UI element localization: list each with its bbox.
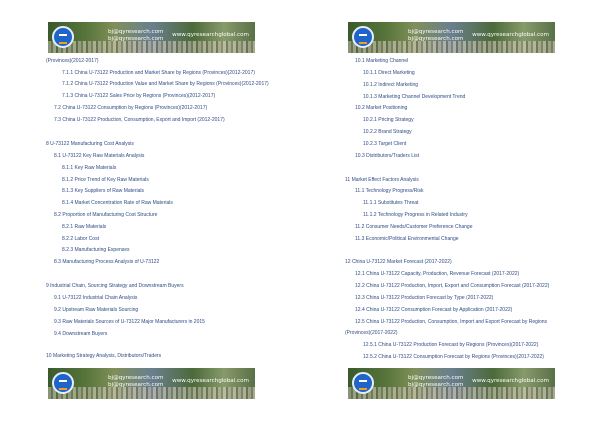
toc-entry: (Provinces)(2017-2022) [345,330,398,336]
toc-entry: 10.2.2 Brand Strategy [363,129,412,135]
header-banner [48,22,255,53]
toc-entry: 10.3 Distributors/Traders List [355,153,420,159]
toc-entry: 10 Marketing Strategy Analysis, Distributors/Traders [46,353,162,359]
toc-entry: 11.1.2 Technology Progress in Related Industry [363,212,468,218]
banner-email: bj@qyresearch.com [108,29,164,35]
toc-entry: 12.5.1 China U-73122 Production Forecast by Regions (Provinces)(2017-2022) [363,342,539,348]
logo-icon [352,372,374,394]
toc-entry: 11 Market Effect Factors Analysis [345,177,419,183]
toc-entry: 8.1.3 Key Suppliers of Raw Materials [62,188,144,194]
toc-entry: 7.1.1 China U-73122 Production and Market Share by Regions (Provinces)(2012-2017) [62,70,255,76]
banner-email-2: bj@qyresearch.com [408,36,464,42]
logo-icon [52,26,74,48]
toc-entry: 12.3 China U-73122 Production Forecast by Type (2017-2022) [355,295,494,301]
toc-entry: 8.1.2 Price Trend of Key Raw Materials [62,177,149,183]
banner-email: bj@qyresearch.com [408,375,464,381]
toc-entry: 12.5.2 China U-73122 Consumption Forecast by Regions (Provinces)(2017-2022) [363,354,544,360]
toc-entry: 9 Industrial Chain, Sourcing Strategy and Downstream Buyers [46,283,184,289]
city-skyline-image [48,41,255,53]
header-banner [348,22,555,53]
toc-entry: 10.2 Market Positioning [355,105,408,111]
toc-entry: 8.2.3 Manufacturing Expenses [62,247,130,253]
banner-website: www.qyresearchglobal.com [172,378,249,384]
toc-entry: 11.2 Consumer Needs/Customer Preference Change [355,224,473,230]
footer-banner [348,368,555,399]
toc-entry: 7.2 China U-73122 Consumption by Regions (Provinces)(2012-2017) [54,105,208,111]
toc-entry: 10.2.1 Pricing Strategy [363,117,414,123]
banner-website: www.qyresearchglobal.com [472,32,549,38]
toc-entry: 12.4 China U-73122 Consumption Forecast by Application (2017-2022) [355,307,513,313]
logo-icon [352,26,374,48]
city-skyline-image [348,41,555,53]
banner-email: bj@qyresearch.com [108,375,164,381]
toc-entry: 8.2 Proportion of Manufacturing Cost Structure [54,212,158,218]
banner-website: www.qyresearchglobal.com [172,32,249,38]
toc-entry: 8.3 Manufacturing Process Analysis of U-73122 [54,259,160,265]
toc-entry: 9.3 Raw Materials Sources of U-73122 Major Manufacturers in 2015 [54,319,205,325]
toc-entry: 12.2 China U-73122 Production, Import, Export and Consumption Forecast (2017-2022) [355,283,550,289]
toc-entry: 8.1.1 Key Raw Materials [62,165,117,171]
toc-entry: 9.2 Upstream Raw Materials Sourcing [54,307,139,313]
city-skyline-image [48,387,255,399]
toc-entry: 10.2.3 Target Client [363,141,407,147]
toc-entry: 7.1.3 China U-73122 Sales Price by Regions (Provinces)(2012-2017) [62,93,216,99]
toc-entry: 8.1.4 Market Concentration Rate of Raw Materials [62,200,173,206]
toc-entry: 9.1 U-73122 Industrial Chain Analysis [54,295,138,301]
city-skyline-image [348,387,555,399]
banner-website: www.qyresearchglobal.com [472,378,549,384]
banner-email-2: bj@qyresearch.com [408,382,464,388]
banner-email-2: bj@qyresearch.com [108,36,164,42]
toc-entry: 9.4 Downstream Buyers [54,331,108,337]
toc-entry: 12 China U-73122 Market Forecast (2017-2022) [345,259,452,265]
toc-entry: 10.1 Marketing Channel [355,58,409,64]
toc-entry: 7.3 China U-73122 Production, Consumption, Export and Import (2012-2017) [54,117,225,123]
banner-email: bj@qyresearch.com [408,29,464,35]
toc-entry: 10.1.2 Indirect Marketing [363,82,419,88]
footer-banner [48,368,255,399]
banner-email-2: bj@qyresearch.com [108,382,164,388]
toc-entry: 11.1 Technology Progress/Risk [355,188,424,194]
toc-entry: 11.3 Economic/Political Environmental Change [355,236,459,242]
toc-entry: (Provinces)(2012-2017) [46,58,99,64]
toc-entry: 12.1 China U-73122 Capacity, Production, Revenue Forecast (2017-2022) [355,271,520,277]
toc-entry: 12.5 China U-73122 Production, Consumption, Import and Export Forecast by Regions [355,319,548,325]
toc-entry: 10.1.1 Direct Marketing [363,70,415,76]
toc-entry: 8 U-73122 Manufacturing Cost Analysis [46,141,134,147]
toc-entry: 10.1.3 Marketing Channel Development Trend [363,94,466,100]
page-right [300,0,600,424]
toc-entry: 7.1.2 China U-73122 Production Value and Market Share by Regions (Provinces)(2012-2017) [62,81,269,87]
logo-icon [52,372,74,394]
toc-entry: 8.1 U-73122 Key Raw Materials Analysis [54,153,145,159]
toc-entry: 8.2.1 Raw Materials [62,224,107,230]
toc-entry: 11.1.1 Substitutes Threat [363,200,419,206]
toc-entry: 8.2.2 Labor Cost [62,236,99,242]
